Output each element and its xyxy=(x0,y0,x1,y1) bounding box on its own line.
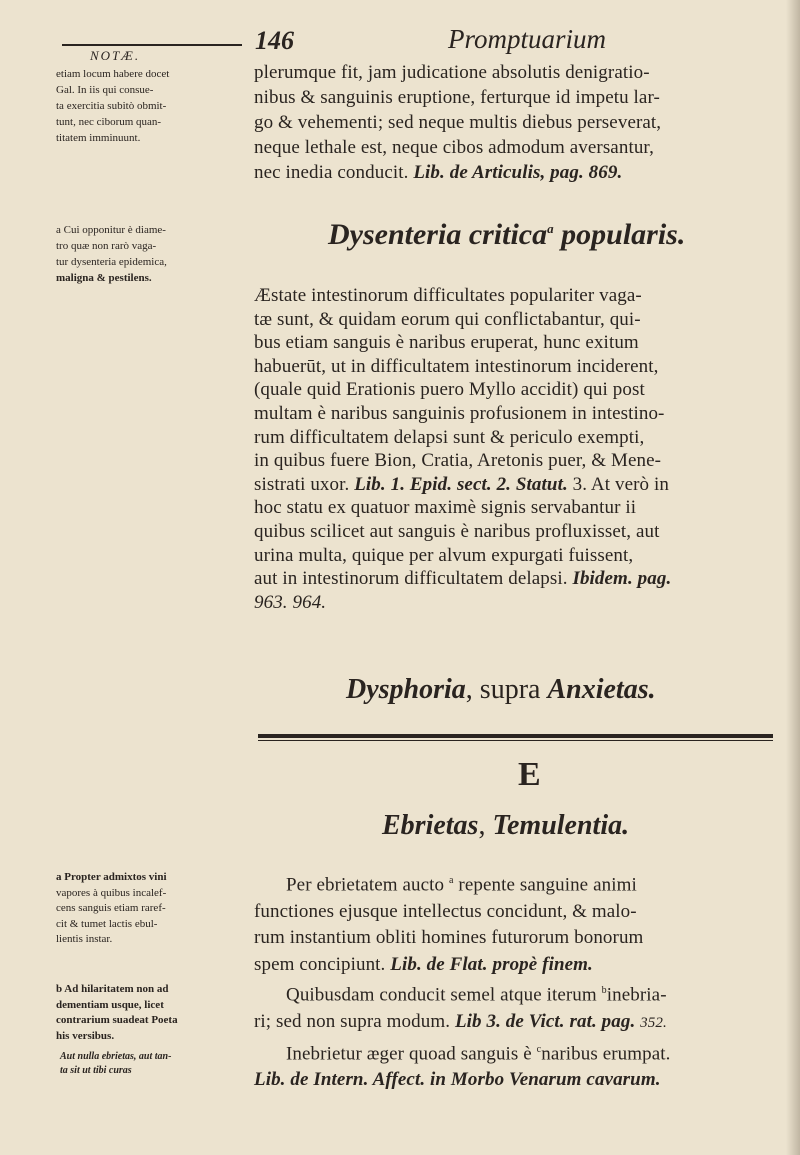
note-line: maligna & pestilens. xyxy=(56,272,152,284)
text-line: functiones ejusque intellectus concidunt, & malo- xyxy=(254,900,637,922)
text-line: neque lethale est, neque cibos admodum aversantur, xyxy=(254,137,654,158)
note-line: cit & tumet lactis ebul- xyxy=(56,917,158,930)
note-line: Aut nulla ebrietas, aut tan- xyxy=(60,1051,172,1062)
margin-note-ebrietas-a xyxy=(56,870,167,948)
note-line: tunt, nec ciborum quan- xyxy=(56,116,162,128)
reference: Lib. de Flat. propè finem. xyxy=(390,953,593,975)
note-line: ta sit ut tibi curas xyxy=(60,1065,132,1076)
reference: Ibidem. pag. xyxy=(572,568,672,590)
note-line: a Cui opponitur è diame- xyxy=(56,224,166,236)
footnote-marker: c xyxy=(536,1043,542,1055)
heading-separator: , xyxy=(478,810,486,841)
text-line: habuerūt, ut in difficultatem intestinorum inciderent, xyxy=(254,355,659,377)
dysphoria-middle: , supra xyxy=(465,674,541,705)
note-line: b Ad hilaritatem non ad xyxy=(56,983,169,995)
text-line: tæ sunt, & quidam eorum qui conflictabantur, qui- xyxy=(254,308,641,330)
note-line: vapores à quibus incalef- xyxy=(56,886,167,899)
text-segment: spem concipiunt. xyxy=(254,953,386,975)
text-line xyxy=(254,1009,794,1037)
note-line: titatem imminuunt. xyxy=(56,132,141,144)
note-line: his versibus. xyxy=(56,1029,115,1042)
text-segment: 3. At verò in xyxy=(572,473,669,495)
note-line: lientis instar. xyxy=(56,933,113,945)
text-line: go & vehementi; sed neque multis diebus perseverat, xyxy=(254,112,662,133)
text-segment: sistrati uxor. xyxy=(254,473,350,495)
footnote-marker: b xyxy=(601,985,607,997)
text-line: Lib. de Intern. Affect. in Morbo Venarum cavarum. xyxy=(254,1069,661,1091)
reference: Lib 3. de Vict. rat. pag. xyxy=(454,1011,636,1033)
heading-ebrietas-a: Ebrietas xyxy=(382,810,479,841)
text-line xyxy=(254,952,794,979)
text-segment: inebria- xyxy=(606,984,667,1006)
note-line: dementiam usque, licet xyxy=(56,998,164,1011)
text-line: in quibus fuere Bion, Cratia, Aretonis puer, & Mene- xyxy=(254,450,662,472)
page-number: 146 xyxy=(255,26,294,55)
text-line: rum difficultatem delapsi sunt & periculo exempti, xyxy=(254,426,645,448)
section-divider-thin xyxy=(258,740,773,741)
footnote-marker: a xyxy=(449,875,454,886)
text-line xyxy=(254,473,794,497)
text-segment: naribus erumpat. xyxy=(541,1042,671,1064)
text-line xyxy=(254,160,794,185)
margin-note-dysenteria xyxy=(56,222,167,286)
margin-note-ebrietas-b xyxy=(56,982,178,1044)
intro-paragraph xyxy=(254,60,794,185)
reference: Lib. 1. Epid. sect. 2. Statut. xyxy=(354,473,568,495)
intro-reference: Lib. de Articulis, pag. 869. xyxy=(413,162,623,183)
text-line: 963. 964. xyxy=(254,591,327,613)
dysphoria-term: Dysphoria xyxy=(346,674,466,705)
note-line: cens sanguis etiam raref- xyxy=(56,902,166,914)
notes-label: NOTÆ. xyxy=(90,48,141,63)
text-line: multam è naribus sanguinis profusionem in intestino- xyxy=(254,402,665,424)
text-line xyxy=(254,1037,794,1068)
text-line xyxy=(254,567,794,591)
intro-last-text: nec inedia conducit. xyxy=(254,162,409,183)
heading-ebrietas xyxy=(382,810,629,842)
text-segment: aut in intestinorum difficultatem delapsi. xyxy=(254,568,568,590)
dysphoria-reference: Anxietas. xyxy=(547,674,656,705)
section-letter: E xyxy=(518,756,541,793)
ebrietas-paragraph xyxy=(254,868,794,1094)
margin-note-top xyxy=(56,66,169,146)
text-segment: Per ebrietatem aucto xyxy=(286,874,445,896)
reference-page: 352. xyxy=(640,1015,667,1032)
text-line: bus etiam sanguis è naribus eruperat, hunc exitum xyxy=(254,332,639,354)
note-line: etiam locum habere docet xyxy=(56,68,170,80)
heading-ebrietas-b: Temulentia. xyxy=(492,810,630,841)
note-line: contrarium suadeat Poeta xyxy=(56,1014,178,1026)
header-rule xyxy=(62,44,242,46)
margin-note-ebrietas-c xyxy=(60,1050,171,1078)
text-line: quibus scilicet aut sanguis è naribus profluxisset, aut xyxy=(254,520,660,542)
text-line: Æstate intestinorum difficultates populariter vaga- xyxy=(254,285,642,306)
heading-dysenteria-tail: popularis. xyxy=(561,218,686,251)
text-line: urina multa, quique per alvum expurgati fuissent, xyxy=(254,544,634,566)
heading-dysenteria-text: Dysenteria critica xyxy=(328,218,548,251)
note-line: tro quæ non rarò vaga- xyxy=(56,240,157,252)
text-line: plerumque fit, jam judicatione absolutis denigratio- xyxy=(254,62,650,83)
text-segment: Quibusdam conducit semel atque iterum xyxy=(286,984,597,1006)
note-line: ta exercitia subitò obmit- xyxy=(56,100,167,112)
dysenteria-paragraph xyxy=(254,284,794,614)
running-title: Promptuarium xyxy=(448,24,607,54)
text-line xyxy=(254,868,794,899)
text-segment: repente sanguine animi xyxy=(458,874,637,896)
note-line: tur dysenteria epidemica, xyxy=(56,256,167,268)
text-line: rum instantium obliti homines futurorum bonorum xyxy=(254,927,644,949)
dysphoria-entry xyxy=(346,674,656,706)
text-line: hoc statu ex quatuor maximè signis servabantur ii xyxy=(254,497,637,519)
text-segment: ri; sed non supra modum. xyxy=(254,1011,451,1033)
text-line: (quale quid Erationis puero Myllo accidit) qui post xyxy=(254,379,645,401)
note-line: Gal. In iis qui consue- xyxy=(56,84,154,96)
text-segment: Inebrietur æger quoad sanguis è xyxy=(286,1042,532,1064)
text-line: nibus & sanguinis eruptione, ferturque id impetu lar- xyxy=(254,87,660,108)
note-line: a Propter admixtos vini xyxy=(56,871,167,883)
section-divider xyxy=(258,734,773,738)
footnote-marker: a xyxy=(547,221,554,236)
text-line xyxy=(254,978,794,1009)
heading-dysenteria xyxy=(328,218,685,252)
